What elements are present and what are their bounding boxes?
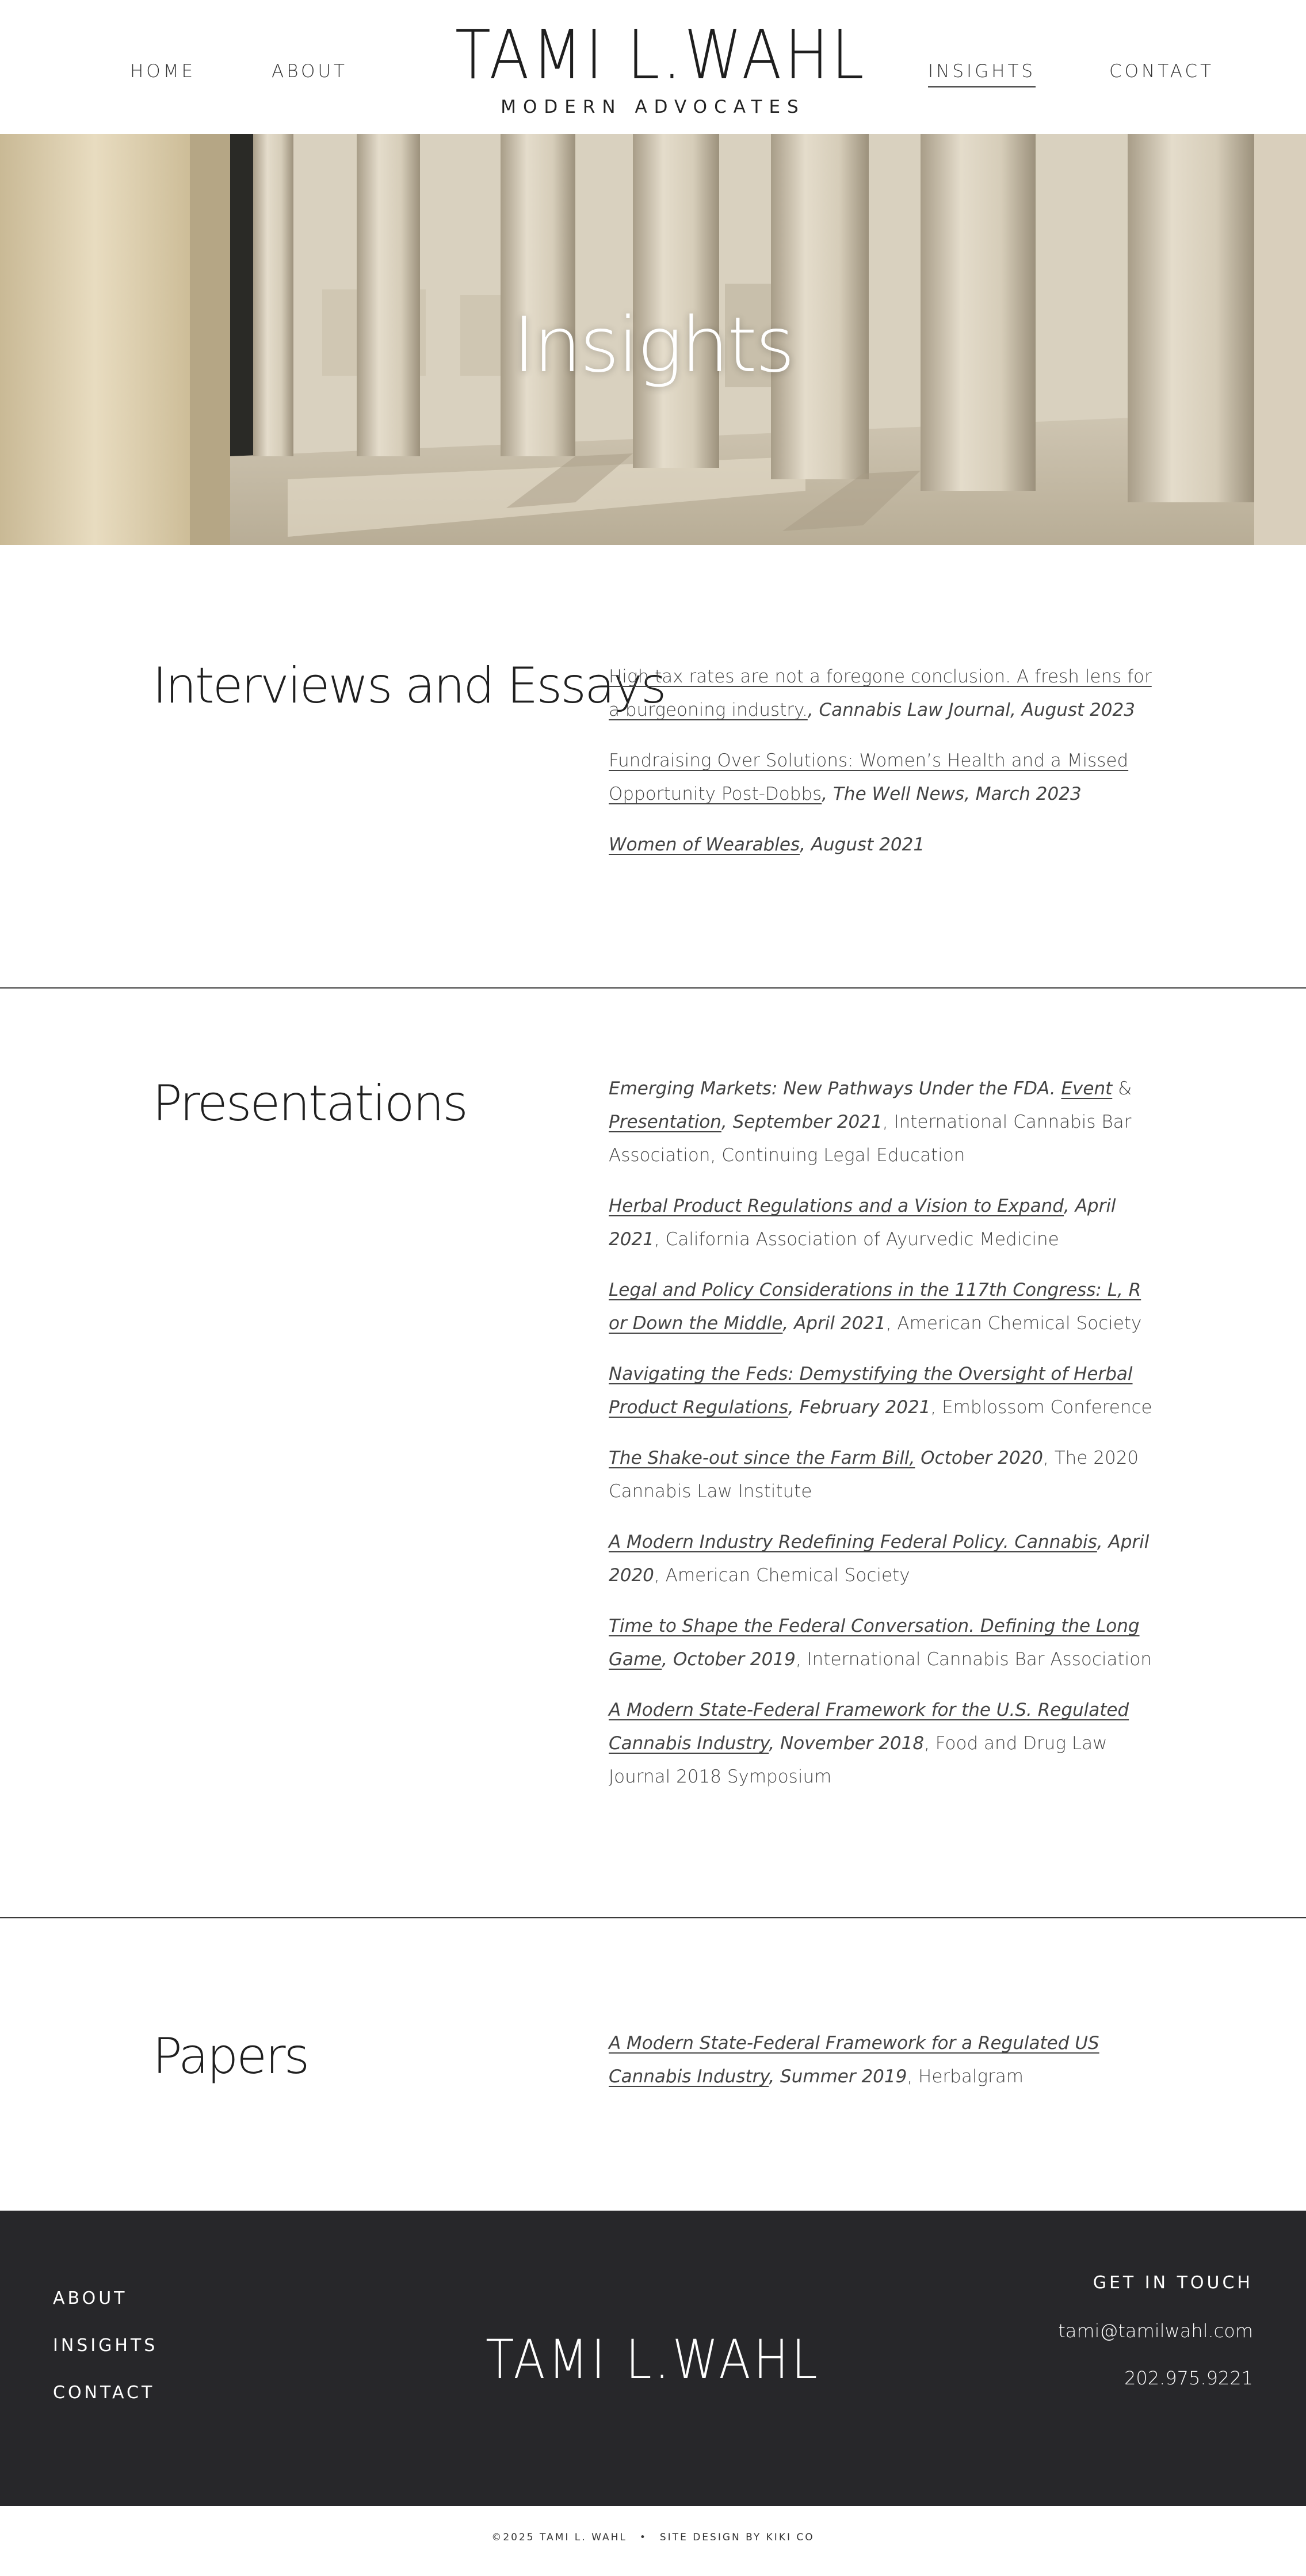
list-item — [609, 744, 1155, 811]
presentation-date: , April 2021 — [609, 1196, 1116, 1250]
presentation-link[interactable]: Legal and Policy Considerations in the 117th Congress: L, R or Down the Middle — [609, 1280, 1141, 1334]
footer-link-about[interactable]: ABOUT — [53, 2288, 128, 2308]
presentation-org: , International Cannabis Bar Association — [795, 1649, 1152, 1670]
list-item — [609, 1693, 1155, 1793]
presentations-heading: Presentations — [152, 1075, 467, 1132]
list-item — [609, 2027, 1155, 2093]
papers-list — [609, 2027, 1155, 2111]
footer-phone-link[interactable]: 202.975.9221 — [1124, 2367, 1253, 2389]
presentation-date: October 2020 — [915, 1448, 1044, 1468]
list-item — [609, 1441, 1155, 1508]
presentation-org: , Emblossom Conference — [930, 1397, 1152, 1418]
presentation-date: , April 2021 — [782, 1313, 886, 1334]
presentation-date: , April 2020 — [609, 1532, 1150, 1586]
footer-email-link[interactable]: tami@tamilwahl.com — [1058, 2320, 1253, 2342]
article-source: , August 2021 — [800, 834, 925, 855]
paper-date: , Summer 2019 — [769, 2066, 907, 2087]
footer-contact-title: GET IN TOUCH — [1093, 2273, 1253, 2293]
article-link[interactable]: Fundraising Over Solutions: Women’s Health and a Missed Opportunity Post-Dobbs — [609, 750, 1129, 804]
copyright-text: ©2025 TAMI L. WAHL — [491, 2532, 627, 2543]
list-item — [609, 1609, 1155, 1676]
presentation-date: , September 2021 — [721, 1112, 883, 1132]
article-link[interactable]: Women of Wearables — [609, 834, 800, 855]
nav-contact[interactable]: CONTACT — [1109, 61, 1215, 82]
presentation-org: , International Cannabis Bar Association, Continuing Legal Education — [609, 1112, 1132, 1166]
nav-about[interactable]: ABOUT — [272, 61, 347, 82]
interviews-list — [609, 660, 1155, 879]
logo-name: TAMI L.WAHL — [455, 15, 867, 94]
interviews-heading: Interviews and Essays — [152, 657, 665, 715]
presentation-date: , October 2019 — [662, 1649, 796, 1670]
footer-logo[interactable]: TAMI L.WAHL — [486, 2329, 820, 2391]
site-header — [0, 0, 1306, 134]
presentation-link[interactable]: A Modern Industry Redefining Federal Policy. Cannabis — [609, 1532, 1097, 1552]
presentation-link[interactable]: Navigating the Feds: Demystifying the Oversight of Herbal Product Regulations — [609, 1364, 1133, 1418]
site-footer — [0, 2211, 1306, 2506]
list-item — [609, 1525, 1155, 1592]
presentation-link[interactable]: Herbal Product Regulations and a Vision to Expand — [609, 1196, 1064, 1216]
separator-dot: • — [639, 2532, 647, 2543]
list-item — [609, 1072, 1155, 1172]
presentation-org: , Food and Drug Law Journal 2018 Symposium — [609, 1733, 1108, 1787]
presentation-link[interactable]: The Shake-out since the Farm Bill, — [609, 1448, 915, 1468]
papers-section — [0, 1918, 1306, 2211]
nav-home[interactable]: HOME — [130, 61, 196, 82]
paper-link[interactable]: A Modern State-Federal Framework for a Regulated US Cannabis Industry — [609, 2033, 1099, 2087]
list-item — [609, 1189, 1155, 1256]
footer-link-insights[interactable]: INSIGHTS — [53, 2335, 158, 2356]
event-link[interactable]: Event — [1061, 1078, 1113, 1099]
footer-link-contact[interactable]: CONTACT — [53, 2383, 155, 2403]
hero-banner — [0, 134, 1306, 545]
presentation-org: , American Chemical Society — [885, 1313, 1142, 1334]
copyright-bar — [0, 2532, 1306, 2543]
presentations-section — [0, 989, 1306, 1917]
site-logo[interactable] — [423, 15, 883, 117]
presentation-org: , California Association of Ayurvedic Medicine — [654, 1229, 1059, 1250]
interviews-section — [0, 545, 1306, 988]
presentation-link[interactable]: A Modern State-Federal Framework for the U.S. Regulated Cannabis Industry — [609, 1700, 1129, 1754]
paper-org: , Herbalgram — [907, 2066, 1024, 2087]
papers-heading: Papers — [152, 2028, 308, 2085]
nav-insights[interactable]: INSIGHTS — [928, 61, 1036, 87]
presentation-link[interactable]: Presentation — [609, 1112, 721, 1132]
article-source: , The Well News, March 2023 — [822, 784, 1082, 804]
article-link[interactable]: High tax rates are not a foregone conclusion. A fresh lens for a burgeoning industry. — [609, 666, 1152, 720]
presentation-link[interactable]: Time to Shape the Federal Conversation. Defining the Long Game — [609, 1616, 1140, 1670]
presentation-date: , November 2018 — [769, 1733, 925, 1754]
list-item — [609, 660, 1155, 727]
presentation-org: , American Chemical Society — [654, 1565, 910, 1586]
presentations-list — [609, 1072, 1155, 1811]
presentation-org: , The 2020 Cannabis Law Institute — [609, 1448, 1139, 1502]
list-item — [609, 1273, 1155, 1340]
page-title: Insights — [513, 301, 793, 390]
ampersand: & — [1112, 1078, 1132, 1099]
presentation-title: Emerging Markets: New Pathways Under the FDA. — [609, 1078, 1056, 1099]
site-design-credit[interactable]: SITE DESIGN BY KIKI CO — [659, 2532, 815, 2543]
list-item — [609, 828, 1155, 861]
logo-tagline: MODERN ADVOCATES — [501, 97, 805, 117]
presentation-date: , February 2021 — [788, 1397, 931, 1418]
list-item — [609, 1357, 1155, 1424]
article-source: , Cannabis Law Journal, August 2023 — [807, 700, 1135, 720]
